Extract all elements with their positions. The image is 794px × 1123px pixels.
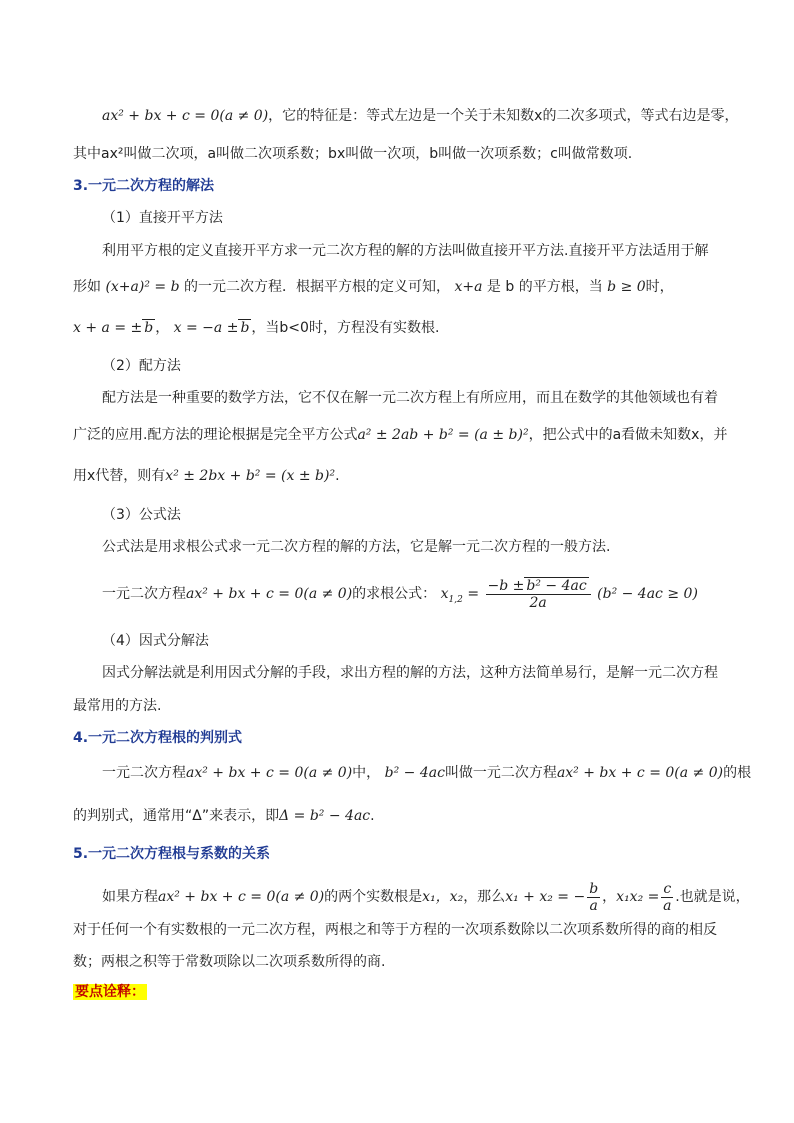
sqrt-b: b <box>144 320 154 336</box>
method-1-line-3 <box>73 318 439 338</box>
delta-definition: Δ = b² − 4ac <box>279 808 371 824</box>
numerator-prefix: −b ± <box>487 577 525 594</box>
section-heading-4: 4.一元二次方程根的判别式 <box>73 730 243 746</box>
text-fragment: ，把公式中的a看做未知数x，并 <box>528 427 728 443</box>
quadratic-formula-fraction <box>486 578 591 611</box>
expression-x-plus-a: x+a <box>454 279 483 295</box>
equals-sign: = <box>467 586 480 602</box>
discriminant-line-2 <box>73 806 375 826</box>
method-3-title: （3）公式法 <box>102 507 181 523</box>
text-fragment: . <box>335 468 340 484</box>
product-of-roots: x₁x₂ = <box>616 889 660 905</box>
text-fragment: 广泛的应用.配方法的理论根据是完全平方公式 <box>73 427 358 443</box>
key-points-highlight: 要点诠释： <box>75 984 145 1000</box>
method-4-title: （4）因式分解法 <box>102 633 209 649</box>
x-symbol: x <box>440 586 449 602</box>
root-expression-1: x + a = ± <box>73 320 143 336</box>
text-fragment: ， <box>155 320 170 336</box>
text-fragment: .也就是说， <box>675 889 750 905</box>
method-1-title: （1）直接开平方法 <box>102 210 223 226</box>
method-4-line-2: 最常用的方法. <box>73 698 162 714</box>
text-fragment: 的求根公式： <box>352 586 437 602</box>
root-expression-2: x = −a ± <box>173 320 239 336</box>
condition-b-nonneg: b ≥ 0 <box>607 279 646 295</box>
definition-line-1 <box>102 106 738 126</box>
text-fragment: ，当b<0时，方程没有实数根. <box>251 320 440 336</box>
method-2-line-3 <box>73 466 340 486</box>
section-heading-3: 3.一元二次方程的解法 <box>73 178 215 194</box>
method-2-line-1: 配方法是一种重要的数学方法，它不仅在解一元二次方程上有所应用，而且在数学的其他领域也有着 <box>102 390 718 406</box>
text-fragment: 用x代替，则有 <box>73 468 166 484</box>
quadratic-formula-line <box>102 574 698 614</box>
vieta-line-3: 数；两根之积等于常数项除以二次项系数所得的商. <box>73 954 386 970</box>
text-fragment: ，那么 <box>463 889 506 905</box>
text-fragment: ， <box>602 889 617 905</box>
sqrt-b: b <box>240 320 250 336</box>
perfect-square-equation: (x+a)² = b <box>105 279 180 295</box>
text-fragment: 的判别式，通常用“Δ”来表示，即 <box>73 808 280 824</box>
sum-of-roots: x₁ + x₂ = − <box>505 889 586 905</box>
text-fragment: . <box>370 808 375 824</box>
square-formula-x: x² ± 2bx + b² = (x ± b)² <box>165 468 336 484</box>
numerator: c <box>663 880 672 897</box>
method-1-line-2 <box>73 277 674 297</box>
standard-form-equation: ax² + bx + c = 0(a ≠ 0) <box>158 889 325 905</box>
x12-subscript: 1,2 <box>448 594 463 605</box>
discriminant-expression: b² − 4ac <box>384 765 445 781</box>
numerator <box>486 578 591 595</box>
method-2-title: （2）配方法 <box>102 358 181 374</box>
definition-text: ，它的特征是：等式左边是一个关于未知数x的二次多项式，等式右边是零， <box>268 108 739 124</box>
text-fragment: 时， <box>645 279 674 295</box>
fraction-b-over-a <box>587 881 600 914</box>
text-fragment: 叫做一元二次方程 <box>444 765 557 781</box>
denominator: a <box>589 897 598 914</box>
definition-terms: 其中ax²叫做二次项，a叫做二次项系数；bx叫做一次项，b叫做一次项系数；c叫做常数项. <box>73 146 633 162</box>
standard-form-equation: ax² + bx + c = 0(a ≠ 0) <box>186 586 353 602</box>
fraction-c-over-a <box>661 881 673 914</box>
text-fragment: 形如 <box>73 279 101 295</box>
text-fragment: 的一元二次方程．根据平方根的定义可知， <box>184 279 451 295</box>
method-4-line-1: 因式分解法就是利用因式分解的手段，求出方程的解的方法，这种方法简单易行，是解一元二次方程 <box>102 665 718 681</box>
method-3-line-1: 公式法是用求根公式求一元二次方程的解的方法，它是解一元二次方程的一般方法. <box>102 539 611 555</box>
key-points-label <box>73 982 147 1002</box>
text-fragment: 是 b 的平方根，当 <box>486 279 603 295</box>
denominator: a <box>663 897 672 914</box>
x12-symbol <box>440 586 463 605</box>
numerator: b <box>589 880 599 897</box>
square-formula: a² ± 2ab + b² = (a ± b)² <box>357 427 529 443</box>
text-fragment: 如果方程 <box>102 889 158 905</box>
method-1-line-1: 利用平方根的定义直接开平方求一元二次方程的解的方法叫做直接开平方法.直接开平方法适用于解 <box>102 243 709 259</box>
roots-x1-x2: x₁，x₂ <box>422 889 464 905</box>
section-heading-5: 5.一元二次方程根与系数的关系 <box>73 846 271 862</box>
standard-form-equation: ax² + bx + c = 0(a ≠ 0) <box>556 765 724 781</box>
vieta-line-1 <box>102 877 750 917</box>
discriminant-sqrt: b² − 4ac <box>526 577 587 594</box>
method-2-line-2 <box>73 425 727 445</box>
vieta-line-2: 对于任何一个有实数根的一元二次方程，两根之和等于方程的一次项系数除以二次项系数所得的商的相反 <box>73 922 717 938</box>
discriminant-condition: (b² − 4ac ≥ 0) <box>597 586 698 602</box>
discriminant-line-1 <box>102 763 751 783</box>
text-fragment: 的根 <box>723 765 752 781</box>
standard-form-equation: ax² + bx + c = 0(a ≠ 0) <box>186 765 353 781</box>
standard-form-equation: ax² + bx + c = 0(a ≠ 0) <box>102 108 269 124</box>
text-fragment: 的两个实数根是 <box>324 889 423 905</box>
denominator: 2a <box>529 594 547 611</box>
text-fragment: 一元二次方程 <box>102 765 186 781</box>
text-fragment: 中， <box>352 765 381 781</box>
definition-line-2 <box>73 144 632 164</box>
text-fragment: 一元二次方程 <box>102 586 186 602</box>
